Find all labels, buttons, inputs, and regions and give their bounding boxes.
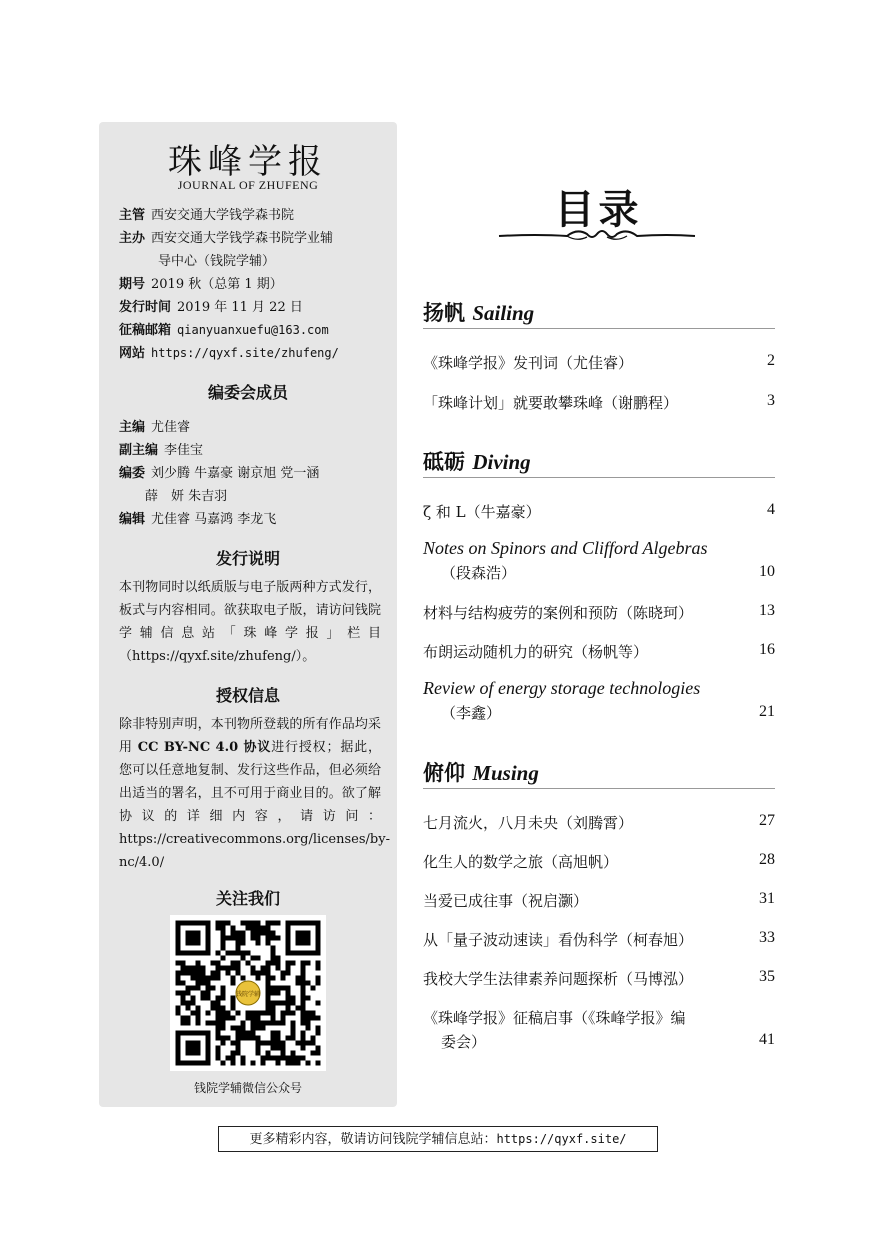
- publish-text: 本刊物同时以纸质版与电子版两种方式发行，板式与内容相同。欲获取电子版，请访问钱院学辅信息站「珠峰学报」栏目（https://qyxf.site/zhufeng/）。: [119, 580, 381, 664]
- footer-link[interactable]: https://qyxf.site/: [496, 1132, 627, 1146]
- page-number: 33: [759, 929, 775, 946]
- info-row: 期号 2019 秋（总第 1 期）: [119, 277, 283, 292]
- info-block: [119, 204, 384, 365]
- qr-code-image: [170, 915, 326, 1071]
- journal-title: 珠峰学报: [168, 142, 328, 182]
- section-title-sailing: 扬帆 Sailing: [423, 300, 535, 325]
- toc-title: 目录: [554, 186, 643, 233]
- footer-notice: 更多精彩内容，敬请访问钱院学辅信息站：https://qyxf.site/: [218, 1126, 658, 1152]
- page-number: 3: [767, 392, 775, 409]
- page-number: 16: [759, 641, 775, 658]
- section-divider: [423, 477, 775, 478]
- toc-entry[interactable]: Notes on Spinors and Clifford Algebras （段森浩） 10: [423, 538, 775, 582]
- section-title-musing: 俯仰 Musing: [423, 760, 539, 785]
- sidebar-panel: [99, 122, 397, 1107]
- license-name: CC BY-NC 4.0 协议: [137, 740, 272, 755]
- page-number: 13: [759, 602, 775, 619]
- board-row: 主编 尤佳睿: [119, 420, 191, 435]
- journal-subtitle: JOURNAL OF ZHUFENG: [177, 178, 319, 192]
- license-heading: 授权信息: [215, 686, 280, 705]
- page-number: 35: [759, 968, 775, 985]
- board-block: [119, 416, 384, 531]
- board-row: 副主编 李佳宝: [119, 443, 204, 458]
- section-divider: [423, 328, 775, 329]
- follow-heading: 关注我们: [215, 889, 280, 908]
- info-row: 导中心（钱院学辅）: [158, 254, 276, 269]
- info-row: 主管 西安交通大学钱学森书院: [119, 208, 295, 223]
- section-divider: [423, 788, 775, 789]
- email-link[interactable]: qianyuanxuefu@163.com: [177, 323, 329, 337]
- info-row: 网站 https://qyxf.site/zhufeng/: [119, 346, 339, 361]
- board-row: 编辑 尤佳睿 马嘉鸿 李龙飞: [119, 512, 277, 527]
- board-heading: 编委会成员: [207, 383, 288, 402]
- section-title-diving: 砥砺 Diving: [423, 449, 531, 474]
- page-number: 27: [759, 812, 775, 829]
- info-row: 主办 西安交通大学钱学森书院学业辅: [119, 231, 334, 246]
- ornament-flourish-icon: [497, 224, 697, 246]
- info-row: 发行时间 2019 年 11 月 22 日: [119, 300, 303, 315]
- page-number: 41: [759, 1031, 775, 1048]
- page-number: 28: [759, 851, 775, 868]
- toc-entry[interactable]: 《珠峰学报》征稿启事（《珠峰学报》编 委会） 41: [423, 1009, 775, 1051]
- publish-heading: 发行说明: [215, 549, 280, 568]
- qr-caption: 钱院学辅微信公众号: [193, 1081, 302, 1095]
- page-number: 4: [767, 501, 775, 518]
- page-number: 21: [759, 703, 775, 720]
- qr-logo-text: 钱院学辅: [235, 991, 261, 998]
- page-number: 31: [759, 890, 775, 907]
- board-row: 编委 刘少腾 牛嘉豪 谢京旭 党一涵: [119, 466, 320, 481]
- wechat-qr-code: [170, 915, 326, 1071]
- website-link[interactable]: https://qyxf.site/zhufeng/: [151, 346, 339, 360]
- page-number: 2: [767, 352, 775, 369]
- board-row: 薛 妍 朱吉羽: [145, 489, 228, 504]
- info-row: 征稿邮箱 qianyuanxuefu@163.com: [119, 323, 329, 338]
- toc-entry[interactable]: Review of energy storage technologies （李鑫） 21: [423, 678, 775, 722]
- license-text: 除非特别声明，本刊物所登载的所有作品均采用 CC BY-NC 4.0 协议进行授权；据此，您可以任意地复制、发行这些作品，但必须给出适当的署名，且不可用于商业目的。欲了解协议的详细内容，请访问：https://creativecommons.org/licenses/by-nc/4.0/: [119, 717, 390, 870]
- page-number: 10: [759, 563, 775, 580]
